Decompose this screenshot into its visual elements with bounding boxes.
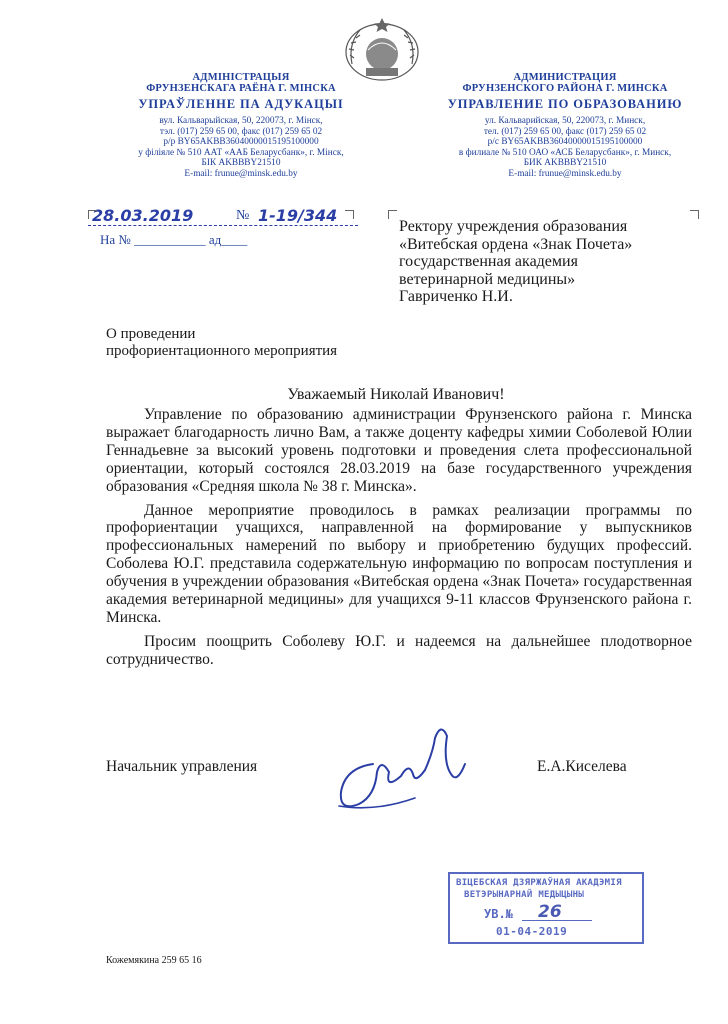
corner-mark-recipient-left [388, 210, 397, 219]
stamp-number-underline [522, 920, 592, 921]
address-line: ул. Кальварийская, 50, 220073, г. Минск, [484, 116, 646, 126]
phone-line: тэл. (017) 259 65 00, факс (017) 259 65 02 [159, 126, 323, 137]
body-paragraph: Управление по образованию администрации Фрунзенского района г. Минска выражает благодарность лично Вам, а также доценту кафедры химии Соболевой Юлии Геннадьевне за высокий уровень подготовки и проведения слета профессиональной ориентации, который состоялся 28.03.2019 на базе государственного учреждения образования «Средняя школа № 38 г. Минска». [106, 406, 692, 495]
greeting: Уважаемый Николай Иванович! [287, 386, 505, 403]
number-sign: № [236, 208, 250, 223]
recipient-line: ветеринарной медицины» [399, 270, 576, 288]
body-paragraph: Данное мероприятие проводилось в рамках реализации программы по профориентации учащихся, направленной на формирование у выпускников профессиональных намерений по выбору и приобретению будущих профессий. Соболева Ю.Г. представила содержательную информацию по вопросам поступления и обучения в учреждении образования «Витебская ордена «Знак Почета» государственная академия ветеринарной медицины» для учащихся 9-11 классов Фрунзенского района г. Минска. [106, 501, 692, 626]
stamp-label: УВ.№ [484, 907, 513, 921]
org-name-line1: АДМІНІСТРАЦЫЯ [192, 72, 290, 83]
bic-line: БИК AKBBBY21510 [523, 158, 607, 169]
phone-line: тел. (017) 259 65 00, факс (017) 259 65 02 [483, 126, 647, 137]
stamp-number: 26 [538, 902, 562, 922]
reference-blank-2: ____ [221, 232, 248, 247]
department-name: УПРАВЛЕНИЕ ПО ОБРАЗОВАНИЮ [447, 97, 683, 111]
email-line: E-mail: frunue@minsk.edu.by [508, 168, 622, 179]
org-name-line1: АДМИНИСТРАЦИЯ [513, 72, 617, 83]
bank-line: в филиале № 510 ОАО «АСБ Беларусбанк», г. Минск, [458, 147, 672, 158]
subject-line: профориентационного мероприятия [106, 343, 338, 359]
reference-prefix: На № [100, 232, 131, 247]
stamp-line: ВЕТЭРЫНАРНАЙ МЕДЫЦЫНЫ [464, 890, 585, 900]
registration-number: 1-19/344 [258, 206, 338, 225]
letterhead-right [420, 72, 710, 180]
corner-mark-left [88, 210, 97, 219]
email-line: E-mail: frunue@minsk.edu.by [184, 168, 298, 179]
recipient-line: Ректору учреждения образования [399, 218, 628, 235]
registration-date: 28.03.2019 [92, 206, 194, 225]
subject-line: О проведении [106, 326, 196, 342]
recipient-line: государственная академия [399, 253, 578, 270]
subject-block [106, 326, 426, 360]
stamp-line: ВІЦЕБСКАЯ ДЗЯРЖАЎНАЯ АКАДЭМІЯ [456, 878, 622, 888]
letter-body [106, 406, 692, 669]
reference-mid: ад [208, 232, 222, 247]
letterhead-left [96, 72, 386, 180]
reference-line [100, 232, 247, 248]
signer-name: Е.А.Киселева [537, 758, 627, 775]
incoming-stamp [448, 872, 644, 944]
address-line: вул. Кальварыйская, 50, 220073, г. Мінск, [159, 116, 323, 126]
recipient-block [399, 218, 719, 306]
recipient-line: «Витебская ордена «Знак Почета» [399, 235, 633, 253]
account-line: р/с BY65AKBB36040000015195100000 [487, 137, 643, 148]
executor-info: Кожемякина 259 65 16 [106, 955, 202, 966]
reference-blank: ___________ [134, 232, 206, 247]
org-name-line2: ФРУНЗЕНСКОГО РАЙОНА Г. МИНСКА [462, 83, 668, 94]
recipient-name: Гавриченко Н.И. [399, 288, 513, 305]
signer-position: Начальник управления [106, 758, 258, 775]
corner-mark-right [345, 210, 354, 219]
bank-line: у філіяле № 510 ААТ «ААБ Беларусбанк», г. Мінск, [138, 147, 344, 158]
stamp-date: 01-04-2019 [496, 925, 568, 938]
signature-image [315, 712, 475, 822]
registration-line [88, 206, 358, 228]
body-paragraph: Просим поощрить Соболеву Ю.Г. и надеемся на дальнейшее плодотворное сотрудничество. [106, 632, 692, 668]
org-name-line2: ФРУНЗЕНСКАГА РАЁНА Г. МІНСКА [146, 83, 336, 94]
department-name: УПРАЎЛЕННЕ ПА АДУКАЦЫІ [138, 97, 344, 111]
underline [88, 225, 358, 226]
bic-line: БІК AKBBBY21510 [201, 158, 281, 169]
account-line: р/р BY65AKBB36040000015195100000 [163, 137, 319, 148]
